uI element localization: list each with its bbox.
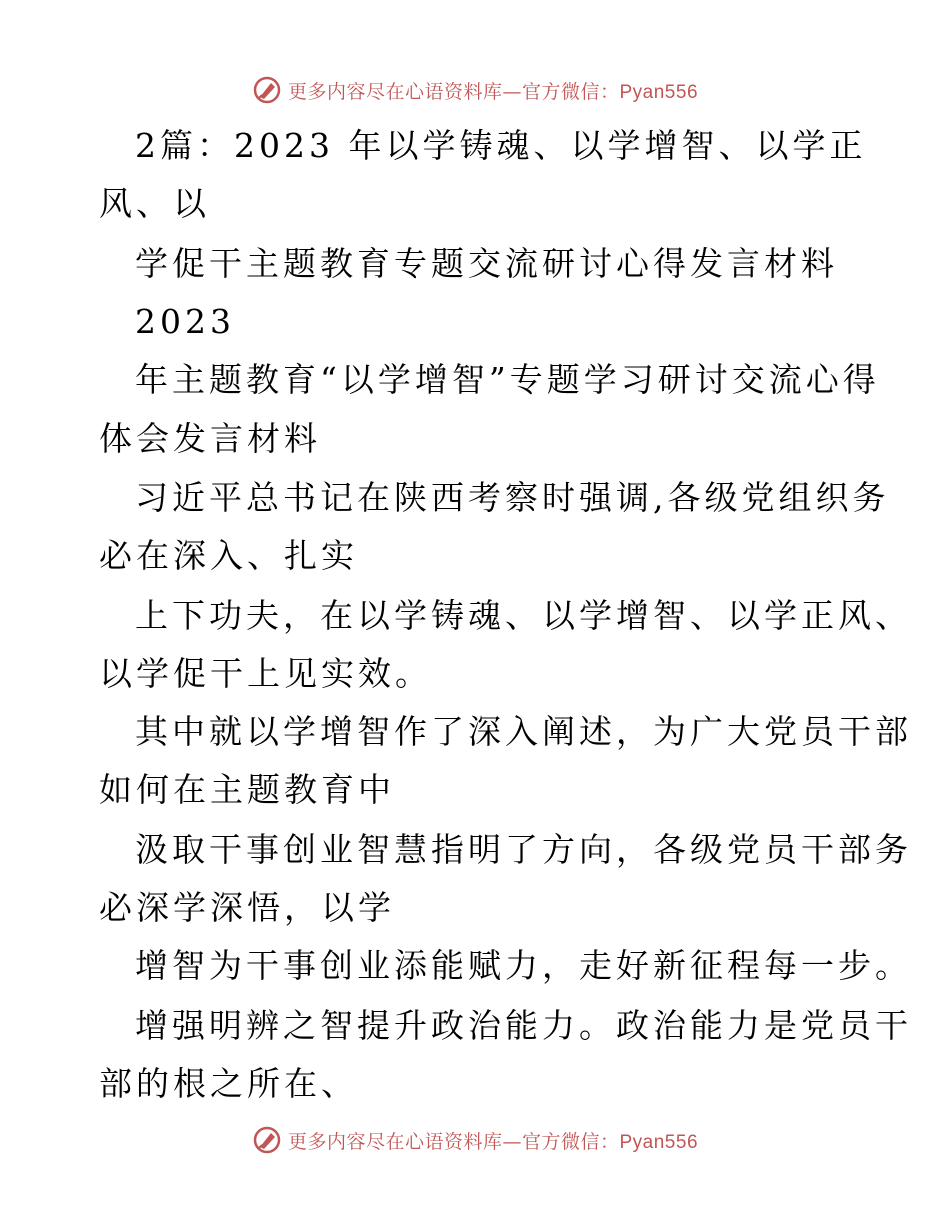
pen-nib-logo-icon bbox=[252, 1125, 282, 1155]
text-line: 部的根之所在、 bbox=[99, 1064, 358, 1103]
text-line: 上下功夫，在以学铸魂、以学增智、以学正风、 bbox=[135, 596, 912, 635]
text-line: 风、以 bbox=[99, 184, 210, 223]
banner-site-text: 更多内容尽在心语资料库—官方微信： bbox=[287, 1130, 620, 1153]
footer-watermark-banner bbox=[0, 1120, 950, 1160]
text-line: 学促干主题教育专题交流研讨心得发言材料 bbox=[135, 244, 838, 283]
text-line: 如何在主题教育中 bbox=[99, 770, 395, 809]
banner-site-text: 更多内容尽在心语资料库—官方微信： bbox=[287, 80, 620, 103]
text-line: 增强明辨之智提升政治能力。政治能力是党员干 bbox=[135, 1006, 912, 1045]
banner-wechat-id: Pyan556 bbox=[619, 81, 699, 103]
text-line: 习近平总书记在陕西考察时强调,各级党组织务 bbox=[135, 478, 890, 517]
text-line: 汲取干事创业智慧指明了方向，各级党员干部务 bbox=[135, 830, 912, 869]
text-line: 必在深入、扎实 bbox=[99, 536, 358, 575]
text-line: 其中就以学增智作了深入阐述，为广大党员干部 bbox=[135, 712, 912, 751]
text-line: 增智为干事创业添能赋力，走好新征程每一步。 bbox=[135, 946, 912, 985]
text-line: 2篇：2023 年以学铸魂、以学增智、以学正 bbox=[135, 126, 867, 165]
text-line: 必深学深悟，以学 bbox=[99, 888, 395, 927]
text-line: 体会发言材料 bbox=[99, 419, 321, 458]
text-line: 2023 bbox=[135, 302, 235, 341]
banner-wechat-id: Pyan556 bbox=[619, 1131, 699, 1153]
text-line: 以学促干上见实效。 bbox=[99, 654, 432, 693]
header-watermark-banner bbox=[0, 70, 950, 110]
text-line: 年主题教育“以学增智”专题学习研讨交流心得 bbox=[135, 360, 880, 399]
pen-nib-logo-icon bbox=[252, 75, 282, 105]
